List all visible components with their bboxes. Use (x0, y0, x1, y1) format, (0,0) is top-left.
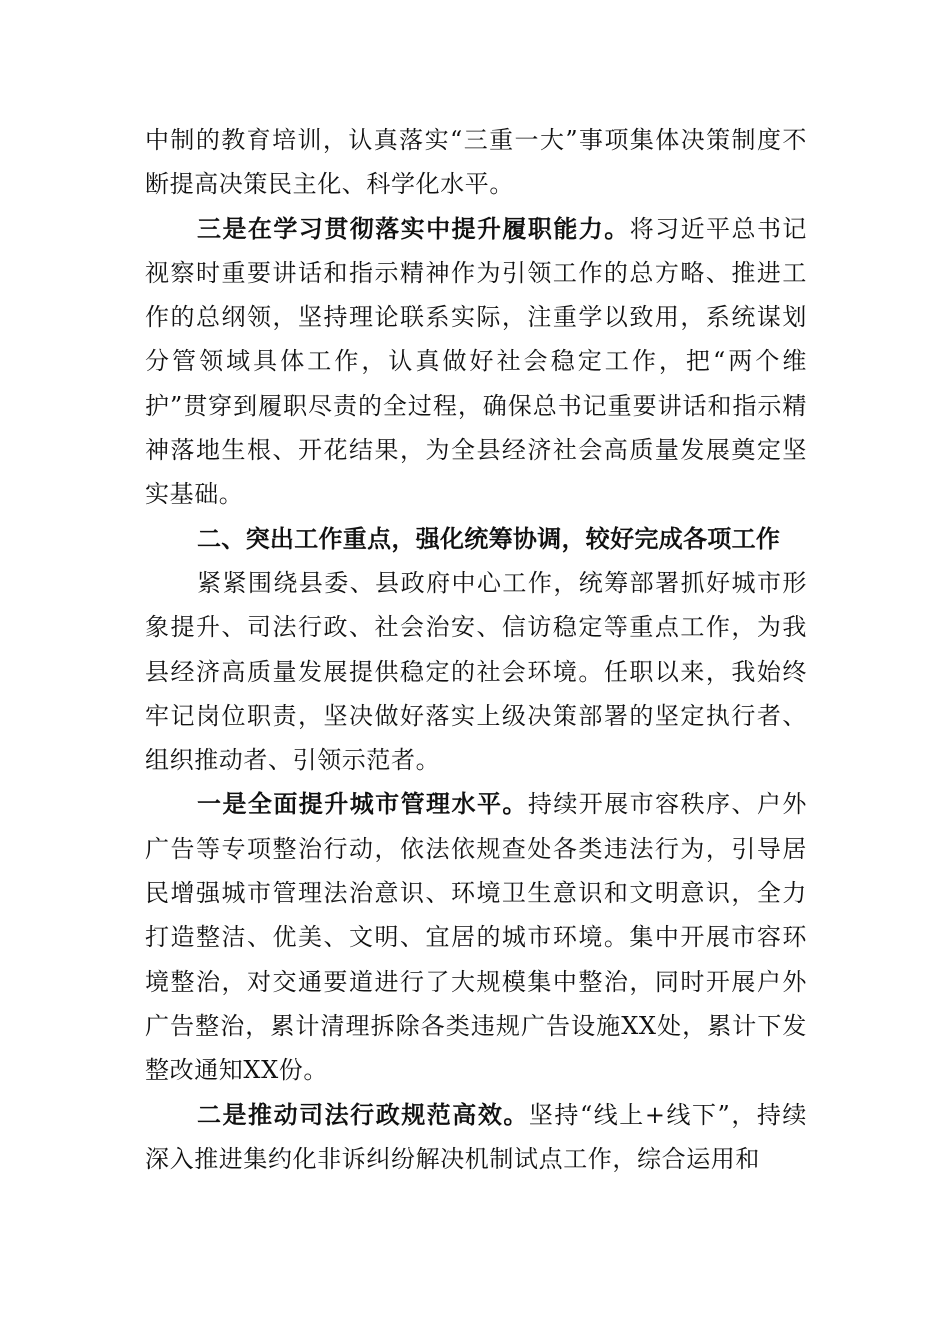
paragraph-performance-ability (145, 207, 807, 517)
paragraph-lead: 三是在学习贯彻落实中提升履职能力。 (197, 213, 630, 243)
document-page (145, 118, 807, 1181)
paragraph-lead: 一是全面提升城市管理水平。 (197, 789, 528, 819)
paragraph-section-intro (145, 561, 807, 782)
paragraph-text: 将习近平总书记视察时重要讲话和指示精神作为引领工作的总方略、推进工作的总纲领，坚持理论联系实际，注重学以致用，系统谋划分管领域具体工作，认真做好社会稳定工作，把“两个维护”贯穿到履职尽责的全过程，确保总书记重要讲话和指示精神落地生根、开花结果，为全县经济社会高质量发展奠定坚实基础。 (145, 214, 807, 509)
paragraph-city-management (145, 782, 807, 1092)
section-heading: 二、突出工作重点，强化统筹协调，较好完成各项工作 (197, 523, 781, 553)
paragraph-judicial-administration (145, 1093, 807, 1182)
paragraph-text: 中制的教育培训，认真落实“三重一大”事项集体决策制度不断提高决策民主化、科学化水平。 (145, 126, 807, 199)
paragraph-text: 坚持“线上+线下”，持续深入推进集约化非诉纠纷解决机制试点工作，综合运用和 (145, 1100, 807, 1173)
paragraph-text: 紧紧围绕县委、县政府中心工作，统筹部署抓好城市形象提升、司法行政、社会治安、信访稳定等重点工作，为我县经济高质量发展提供稳定的社会环境。任职以来，我始终牢记岗位职责，坚决做好落实上级决策部署的坚定执行者、组织推动者、引领示范者。 (145, 568, 807, 775)
paragraph-continuation (145, 118, 807, 207)
paragraph-text: 持续开展市容秩序、户外广告等专项整治行动，依法依规查处各类违法行为，引导居民增强城市管理法治意识、环境卫生意识和文明意识，全力打造整洁、优美、文明、宜居的城市环境。集中开展市容环境整治，对交通要道进行了大规模集中整治，同时开展户外广告整治，累计清理拆除各类违规广告设施XX处，累计下发整改通知XX份。 (145, 790, 807, 1085)
paragraph-lead: 二是推动司法行政规范高效。 (197, 1099, 529, 1129)
